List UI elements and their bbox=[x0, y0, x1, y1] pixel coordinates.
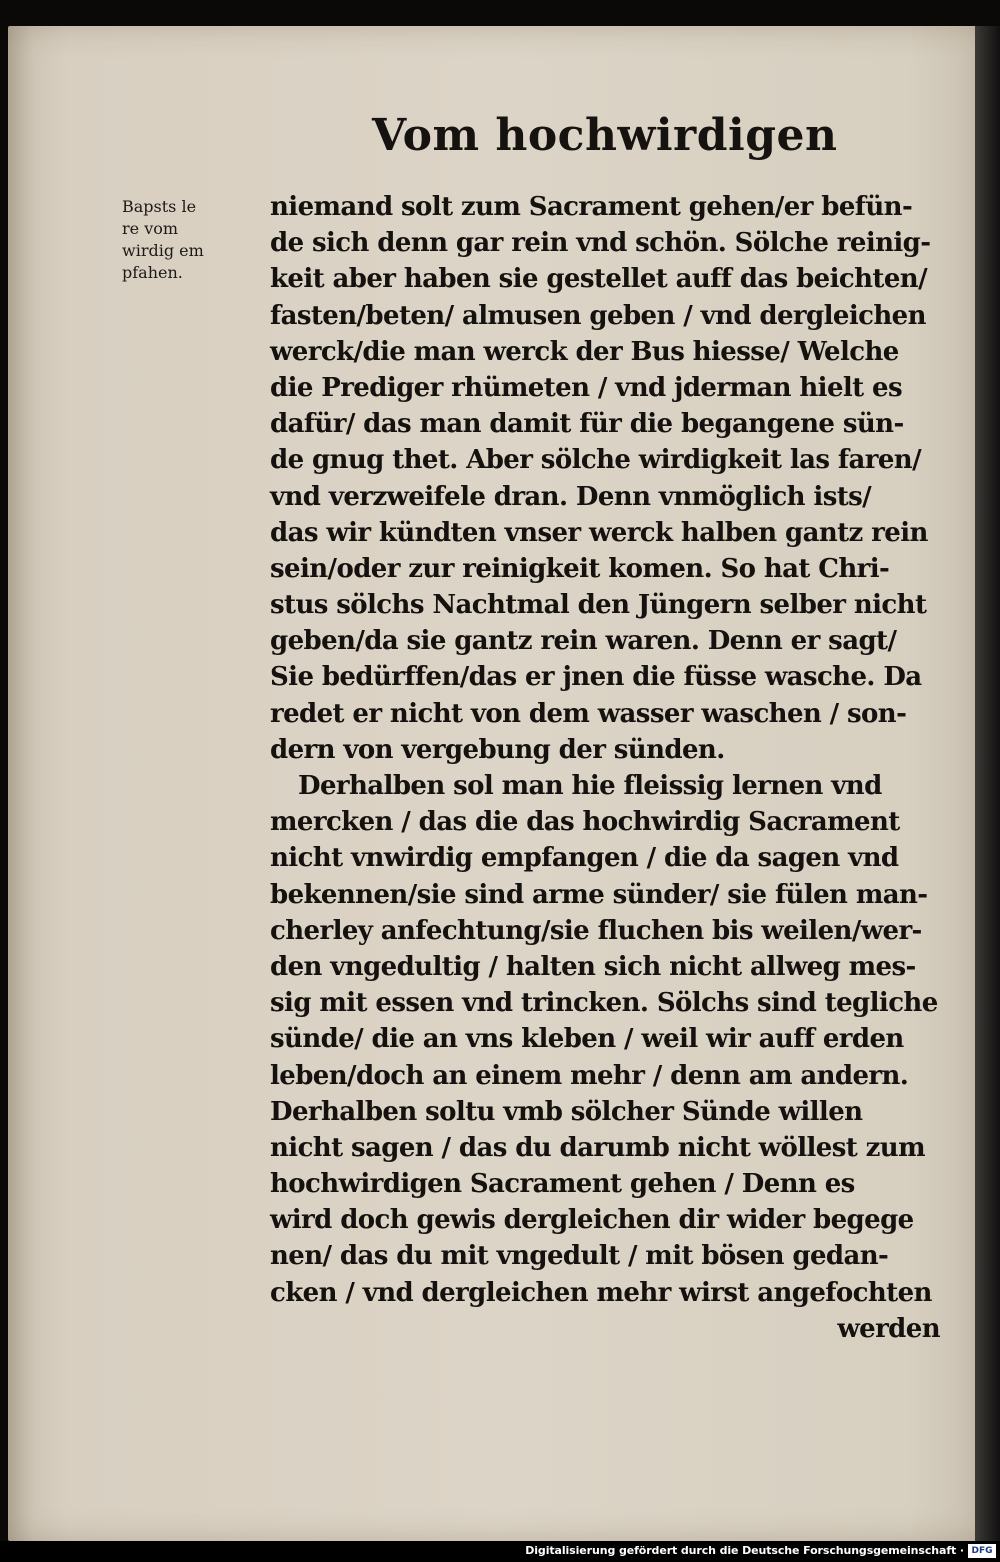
text-line: hochwirdigen Sacrament gehen / Denn es bbox=[270, 1169, 855, 1200]
text-line: das wir kündten vnser werck halben gantz rein bbox=[270, 517, 928, 548]
text-line: stus sölchs Nachtmal den Jüngern selber nicht bbox=[270, 590, 927, 621]
text-line: Derhalben soltu vmb sölcher Sünde willen bbox=[270, 1096, 863, 1127]
marginal-note-line: Bapsts le bbox=[122, 197, 197, 216]
marginal-note bbox=[122, 196, 262, 284]
funding-credit: Digitalisierung gefördert durch die Deutsche Forschungsgemeinschaft · bbox=[525, 1544, 964, 1557]
text-line: de sich denn gar rein vnd schön. Sölche reinig- bbox=[270, 228, 931, 259]
text-line: mercken / das die das hochwirdig Sacrament bbox=[270, 807, 900, 838]
text-line: sünde/ die an vns kleben / weil wir auff erden bbox=[270, 1024, 904, 1055]
text-line: sig mit essen vnd trincken. Sölchs sind tegliche bbox=[270, 988, 938, 1019]
text-line: Sie bedürffen/das er jnen die füsse wasche. Da bbox=[270, 662, 922, 693]
text-line: nicht vnwirdig empfangen / die da sagen vnd bbox=[270, 843, 899, 874]
page-edge-shadow bbox=[975, 26, 1000, 1541]
text-line: cken / vnd dergleichen mehr wirst angefochten bbox=[270, 1277, 932, 1308]
marginal-note-line: pfahen. bbox=[122, 263, 183, 282]
text-line: die Prediger rhümeten / vnd jderman hielt es bbox=[270, 372, 903, 403]
text-line: dafür/ das man damit für die begangene sün- bbox=[270, 409, 904, 440]
text-line: keit aber haben sie gestellet auff das beichten/ bbox=[270, 264, 927, 295]
text-line: bekennen/sie sind arme sünder/ sie fülen man- bbox=[270, 879, 928, 910]
text-line: niemand solt zum Sacrament gehen/er befün- bbox=[270, 192, 913, 222]
running-head: Vom hochwirdigen bbox=[372, 110, 838, 161]
text-line: de gnug thet. Aber sölche wirdigkeit las faren/ bbox=[270, 445, 921, 476]
text-line: vnd verzweifele dran. Denn vnmöglich ists/ bbox=[270, 481, 872, 512]
text-line: leben/doch an einem mehr / denn am andern. bbox=[270, 1060, 909, 1091]
marginal-note-line: re vom bbox=[122, 219, 179, 238]
marginal-note-line: wirdig em bbox=[122, 241, 204, 260]
text-line: sein/oder zur reinigkeit komen. So hat Chri- bbox=[270, 553, 890, 584]
text-line: nen/ das du mit vngedult / mit bösen gedan- bbox=[270, 1241, 889, 1272]
text-line: Derhalben sol man hie fleissig lernen vnd bbox=[298, 771, 882, 801]
text-line: wird doch gewis dergleichen dir wider begege bbox=[270, 1205, 914, 1236]
text-line: fasten/beten/ almusen geben / vnd dergleichen bbox=[270, 300, 926, 331]
dfg-logo-icon: DFG bbox=[968, 1544, 996, 1558]
text-line: geben/da sie gantz rein waren. Denn er sagt/ bbox=[270, 626, 897, 657]
text-line: cherley anfechtung/sie fluchen bis weilen/wer- bbox=[270, 915, 922, 946]
catchword: werden bbox=[837, 1313, 940, 1344]
text-line: redet er nicht von dem wasser waschen / son- bbox=[270, 698, 907, 729]
text-line: dern von vergebung der sünden. bbox=[270, 734, 725, 765]
text-line: nicht sagen / das du darumb nicht wöllest zum bbox=[270, 1132, 925, 1163]
text-line: werck/die man werck der Bus hiesse/ Welche bbox=[270, 336, 899, 367]
main-text-block bbox=[270, 189, 960, 1347]
text-line: den vngedultig / halten sich nicht allweg mes- bbox=[270, 951, 916, 982]
